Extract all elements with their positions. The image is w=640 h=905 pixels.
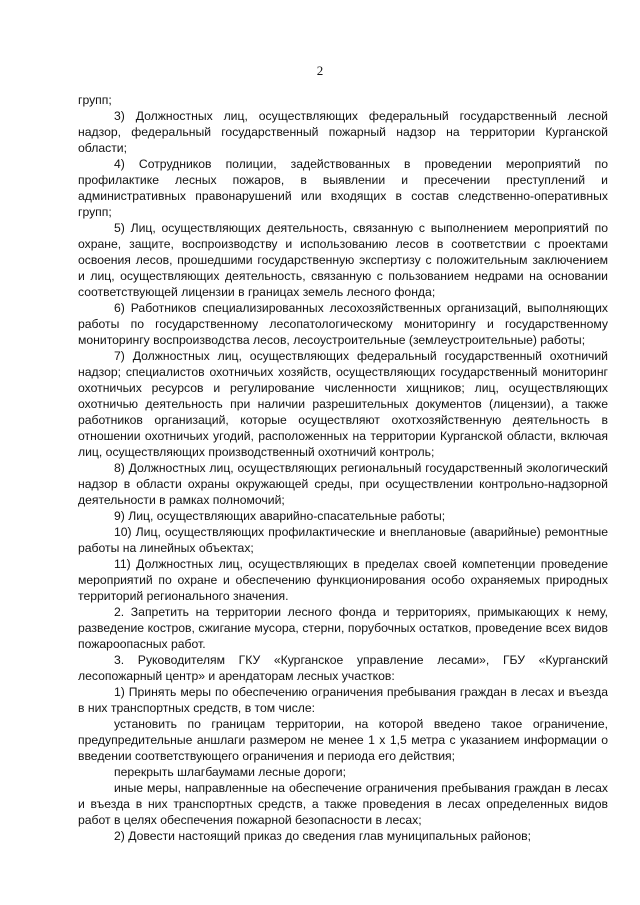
paragraph: 4) Сотрудников полиции, задействованных в проведении мероприятий по профилактике лесных пожаров, в выявлении и пресечении преступлений и административных правонарушений или входящих в состав следственно-оперативных групп; — [78, 157, 608, 219]
paragraph: 8) Должностных лиц, осуществляющих региональный государственный экологический надзор в области охраны окружающей среды, при осуществлении контрольно-надзорной деятельности в рамках полномочий; — [78, 461, 608, 507]
paragraph: 3) Должностных лиц, осуществляющих федеральный государственный лесной надзор, федеральный государственный пожарный надзор на территории Курганской области; — [78, 109, 608, 155]
paragraph: 10) Лиц, осуществляющих профилактические и внеплановые (аварийные) ремонтные работы на линейных объектах; — [78, 525, 608, 555]
paragraph: 6) Работников специализированных лесохозяйственных организаций, выполняющих работы по государственному лесопатологическому мониторингу и государственному мониторингу воспроизводства лесов, лесоустроительные (землеустроительные) работы; — [78, 301, 608, 347]
paragraph: 2. Запретить на территории лесного фонда и территориях, примыкающих к нему, разведение костров, сжигание мусора, стерни, порубочных остатков, проведение всех видов пожароопасных работ. — [78, 605, 608, 651]
paragraph: групп; — [78, 93, 112, 107]
paragraph: 2) Довести настоящий приказ до сведения глав муниципальных районов; — [114, 829, 532, 843]
paragraph: перекрыть шлагбаумами лесные дороги; — [114, 765, 346, 779]
page-number: 2 — [316, 63, 324, 78]
paragraph: 7) Должностных лиц, осуществляющих федеральный государственный охотничий надзор; специалистов охотничьих хозяйств, осуществляющих государственный мониторинг охотничьих ресурсов и регулирование численности хищников; лиц, осуществляющих охотничью деятельность при наличии разрешительных документов (лицензии), а также работников организаций, которые осуществляют охотхозяйственную деятельность в отношении охотничьих угодий, расположенных на территории Курганской области, включая лиц, осуществляющих производственный охотничий контроль; — [78, 349, 608, 459]
paragraph: 9) Лиц, осуществляющих аварийно-спасательные работы; — [114, 509, 446, 523]
paragraph: 5) Лиц, осуществляющих деятельность, связанную с выполнением мероприятий по охране, защите, воспроизводству и использованию лесов в соответствии с проектами освоения лесов, прошедшими государственную экспертизу с положительным заключением и лиц, осуществляющих деятельность, связанную с пользованием недрами на основании соответствующей лицензии в границах земель лесного фонда; — [78, 221, 608, 299]
paragraph: установить по границам территории, на которой введено такое ограничение, предупредительные аншлаги размером не менее 1 х 1,5 метра с указанием информации о введении соответствующего ограничения и периода его действия; — [78, 717, 608, 763]
paragraph: 11) Должностных лиц, осуществляющих в пределах своей компетенции проведение мероприятий по охране и обеспечению функционирования особо охраняемых природных территорий регионального значения. — [78, 557, 608, 603]
document-body — [78, 92, 608, 844]
paragraph: 1) Принять меры по обеспечению ограничения пребывания граждан в лесах и въезда в них транспортных средств, в том числе: — [78, 685, 608, 715]
paragraph: иные меры, направленные на обеспечение ограничения пребывания граждан в лесах и въезда в них транспортных средств, а также проведения в лесах определенных видов работ в целях обеспечения пожарной безопасности в лесах; — [78, 781, 608, 827]
paragraph: 3. Руководителям ГКУ «Курганское управление лесами», ГБУ «Курганский лесопожарный центр» и арендаторам лесных участков: — [78, 653, 608, 683]
